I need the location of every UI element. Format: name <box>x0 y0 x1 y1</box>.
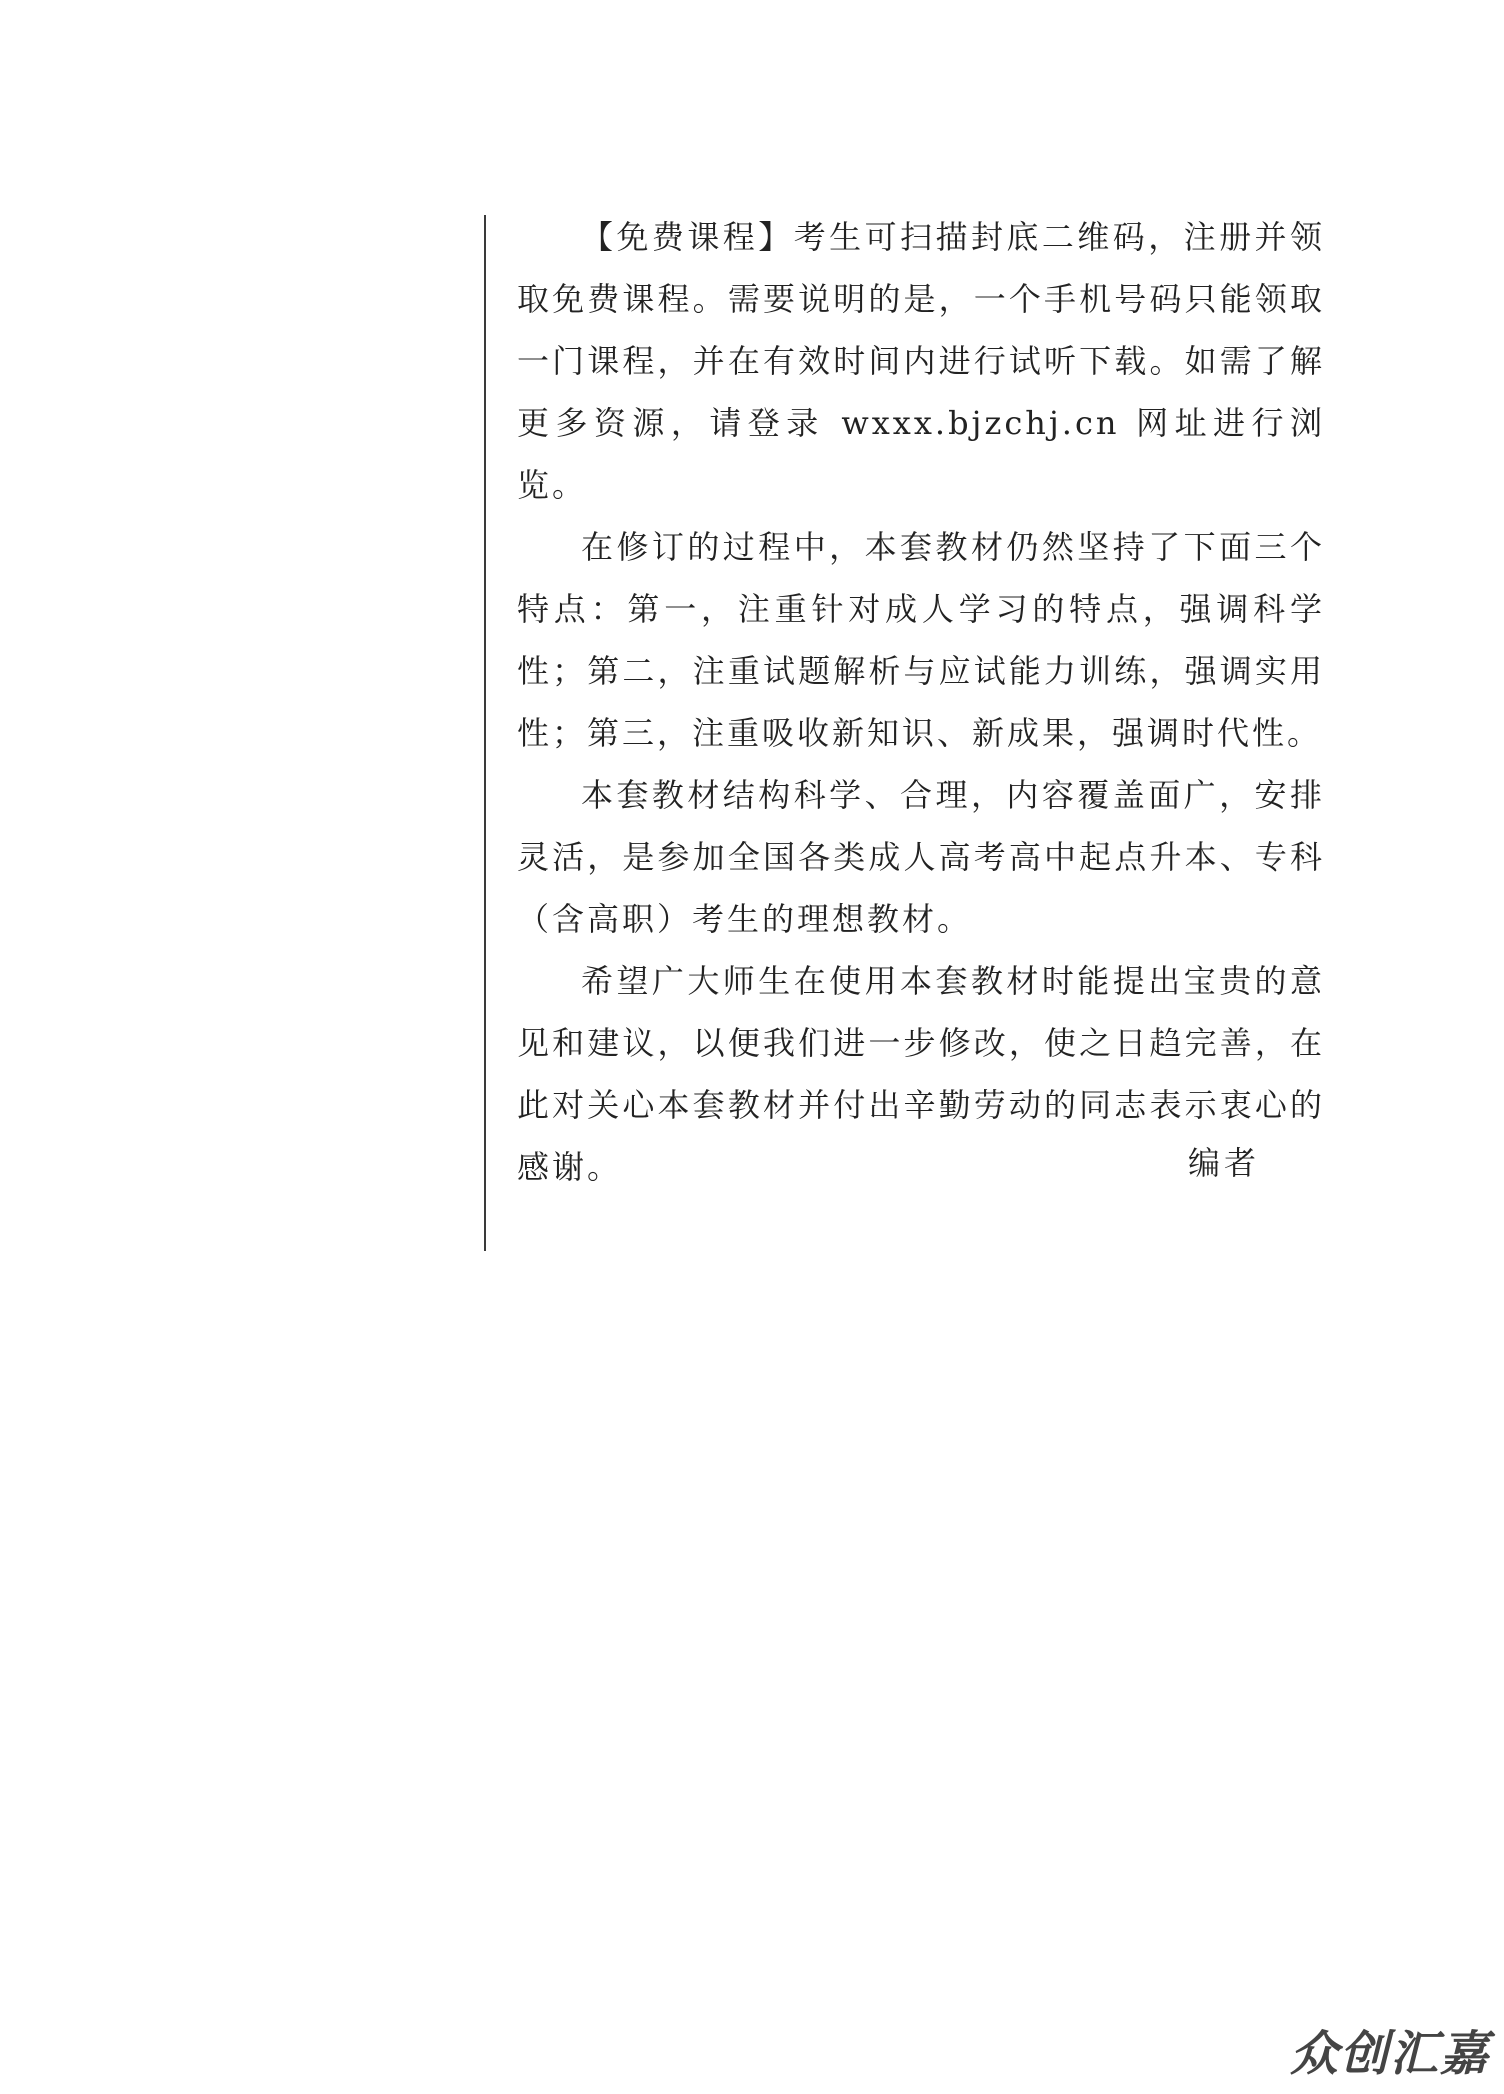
signature-editor: 编者 <box>1188 1144 1261 1182</box>
paragraph-free-course: 【免费课程】考生可扫描封底二维码，注册并领取免费课程。需要说明的是，一个手机号码只能领取一门课程，并在有效时间内进行试听下载。如需了解更多资源，请登录 wxxx.bjzchj.cn 网址进行浏览。 <box>517 218 1325 504</box>
paragraph-thanks: 希望广大师生在使用本套教材时能提出宝贵的意见和建议，以便我们进一步修改，使之日趋完善，在此对关心本套教材并付出辛勤劳动的同志表示衷心的感谢。 <box>517 962 1325 1186</box>
paragraph-features: 在修订的过程中，本套教材仍然坚持了下面三个特点：第一，注重针对成人学习的特点，强调科学性；第二，注重试题解析与应试能力训练，强调实用性；第三，注重吸收新知识、新成果，强调时代性。 <box>517 528 1325 752</box>
watermark-logo: 众创汇嘉 <box>1289 2026 1490 2082</box>
paragraph-structure: 本套教材结构科学、合理，内容覆盖面广，安排灵活，是参加全国各类成人高考高中起点升本、专科（含高职）考生的理想教材。 <box>517 776 1325 938</box>
margin-rule <box>484 215 486 1251</box>
preface-body <box>517 206 1325 1198</box>
